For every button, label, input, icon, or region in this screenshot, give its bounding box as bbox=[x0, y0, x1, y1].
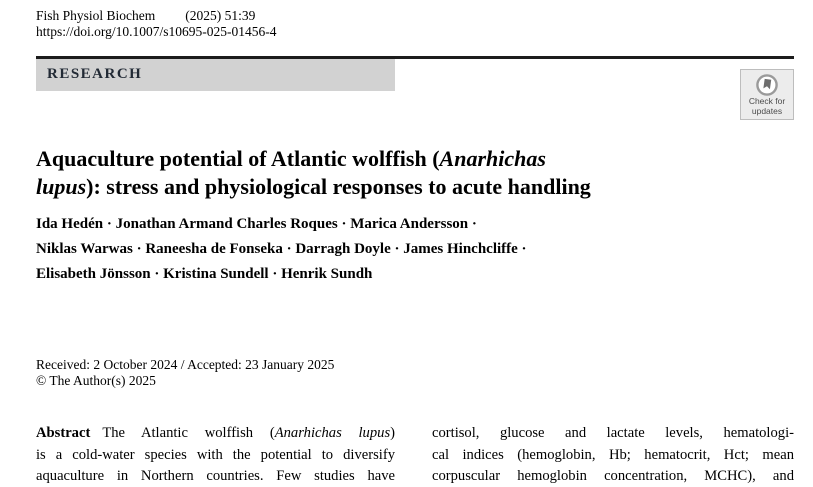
journal-name: Fish Physiol Biochem bbox=[36, 8, 156, 23]
author-list bbox=[36, 212, 776, 287]
title-line1-species-italic: Anarhichas bbox=[439, 145, 546, 171]
abstract-text: The Atlantic wolffish ( bbox=[102, 425, 275, 441]
abstract-line: cortisol, glucose and lactate levels, hematologi- bbox=[432, 425, 794, 441]
abstract-column-right bbox=[432, 423, 794, 487]
title-line2-regular: ): stress and physiological responses to acute handling bbox=[86, 173, 591, 199]
copyright-line: © The Author(s) 2025 bbox=[36, 373, 156, 388]
received-accepted-dates: Received: 2 October 2024 / Accepted: 23 January 2025 bbox=[36, 357, 335, 372]
author-line: Niklas Warwas · Raneesha de Fonseka · Darragh Doyle · James Hinchcliffe · bbox=[36, 241, 527, 257]
check-badge-label-line2: updates bbox=[751, 105, 783, 116]
abstract-species-italic: Anarhichas lupus bbox=[274, 425, 391, 441]
abstract-line: cal indices (hemoglobin, Hb; hematocrit, Hct; mean bbox=[432, 446, 794, 463]
abstract-line: corpuscular hemoglobin concentration, MCHC), and bbox=[432, 468, 794, 485]
doi-link[interactable]: https://doi.org/10.1007/s10695-025-01456-4 bbox=[36, 24, 277, 39]
section-banner-label: RESEARCH bbox=[47, 66, 143, 83]
bookmark-circle-icon bbox=[755, 73, 779, 97]
author-line: Elisabeth Jönsson · Kristina Sundell · Henrik Sundh bbox=[36, 266, 373, 282]
abstract-line: is a cold-water species with the potential to diversify bbox=[36, 446, 395, 463]
abstract-line bbox=[36, 423, 395, 445]
check-for-updates-badge[interactable] bbox=[740, 69, 794, 120]
abstract-column-left bbox=[36, 423, 395, 487]
check-badge-label-line1: Check for bbox=[748, 96, 786, 106]
abstract-line: aquaculture in Northern countries. Few studies have bbox=[36, 468, 395, 485]
journal-citation: (2025) 51:39 bbox=[185, 8, 256, 23]
author-line: Ida Hedén · Jonathan Armand Charles Roques · Marica Andersson · bbox=[36, 216, 477, 232]
abstract-text: ) bbox=[390, 425, 395, 441]
title-line2-species-italic: lupus bbox=[36, 173, 87, 199]
article-title bbox=[36, 145, 796, 201]
journal-header bbox=[36, 8, 277, 40]
abstract-label: Abstract bbox=[36, 425, 91, 441]
journal-header-line1 bbox=[36, 8, 277, 24]
title-line1-regular: Aquaculture potential of Atlantic wolffish ( bbox=[36, 145, 440, 171]
section-banner bbox=[36, 59, 395, 92]
article-meta bbox=[36, 357, 334, 389]
